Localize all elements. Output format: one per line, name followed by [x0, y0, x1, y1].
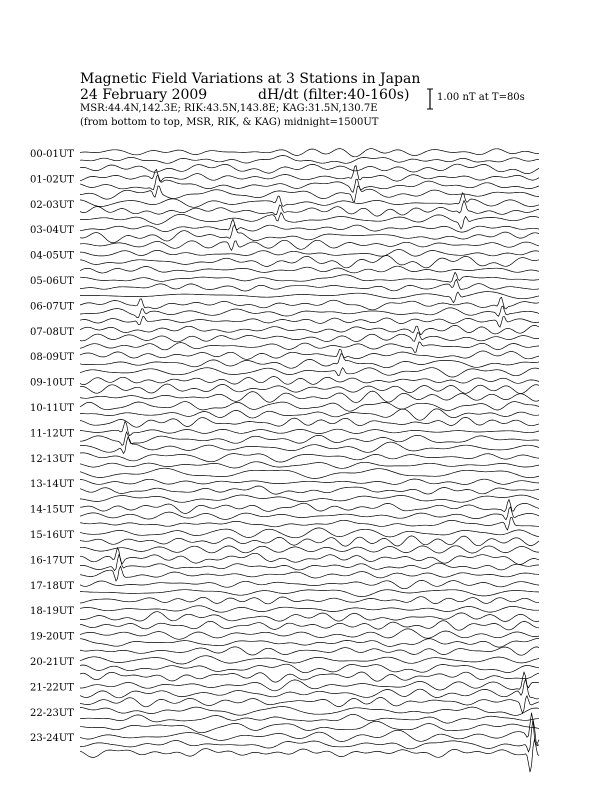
hour-label: 21-22UT: [30, 682, 74, 694]
hour-label: 23-24UT: [30, 733, 74, 745]
trace-rik: [80, 279, 539, 291]
chart-title: Magnetic Field Variations at 3 Stations in Japan: [80, 71, 421, 87]
trace-msr: [80, 546, 539, 553]
hour-label: 19-20UT: [30, 631, 74, 643]
hour-label: 09-10UT: [30, 377, 74, 389]
trace-rik: [80, 507, 539, 520]
trace-rik: [80, 664, 539, 673]
trace-msr: [80, 721, 539, 732]
trace-kag: [80, 713, 539, 746]
trace-rik: [80, 590, 539, 597]
trace-msr: [80, 316, 539, 327]
trace-kag: [80, 453, 539, 462]
trace-rik: [80, 639, 539, 648]
hour-label: 07-08UT: [30, 326, 74, 338]
trace-rik: [80, 384, 539, 394]
trace-kag: [80, 499, 539, 513]
trace-msr: [80, 240, 539, 250]
hour-label: 00-01UT: [30, 149, 74, 160]
hour-label: 02-03UT: [30, 199, 74, 211]
trace-kag: [80, 606, 539, 613]
trace-msr: [80, 597, 539, 604]
trace-rik: [80, 554, 539, 570]
trace-rik: [80, 333, 539, 342]
chart-date: 24 February 2009: [80, 87, 208, 103]
hour-label: 22-23UT: [30, 707, 74, 719]
hour-label: 01-02UT: [30, 174, 74, 186]
trace-msr: [80, 566, 539, 581]
trace-rik: [80, 354, 539, 369]
hour-label: 08-09UT: [30, 352, 74, 364]
hour-label: 05-06UT: [30, 276, 74, 287]
trace-msr: [80, 368, 539, 377]
measure-filter-label: dH/dt (filter:40-160s): [258, 87, 410, 103]
trace-msr: [80, 647, 539, 655]
trace-kag: [80, 421, 539, 435]
trace-rik: [80, 714, 539, 723]
trace-kag: [80, 250, 539, 257]
trace-rik: [80, 201, 539, 217]
trace-msr: [80, 468, 539, 478]
trace-msr: [80, 266, 539, 273]
trace-msr: [80, 495, 539, 502]
trace-kag: [80, 325, 539, 334]
trace-rik: [80, 536, 539, 546]
trace-kag: [80, 656, 539, 664]
trace-msr: [80, 417, 539, 427]
trace-kag: [80, 149, 539, 157]
trace-msr: [80, 292, 539, 303]
trace-rik: [80, 612, 539, 622]
trace-kag: [80, 580, 539, 588]
trace-rik: [80, 409, 539, 420]
hour-label: 03-04UT: [30, 225, 74, 237]
trace-rik: [80, 225, 539, 243]
hour-label: 10-11UT: [30, 403, 74, 414]
trace-kag: [80, 272, 539, 282]
trace-kag: [80, 707, 539, 716]
trace-kag: [80, 528, 539, 538]
hour-label: 13-14UT: [30, 479, 74, 491]
trace-msr: [80, 672, 539, 682]
hour-label: 06-07UT: [30, 301, 74, 313]
hour-label: 18-19UT: [30, 606, 74, 618]
hour-label: 20-21UT: [30, 657, 74, 668]
trace-rik: [80, 156, 539, 164]
trace-kag: [80, 349, 539, 359]
trace-rik: [80, 256, 539, 268]
trace-msr: [80, 342, 539, 353]
trace-kag: [80, 297, 539, 310]
trace-rik: [80, 486, 539, 494]
trace-rik: [80, 462, 539, 469]
trace-rik: [80, 679, 539, 699]
trace-kag: [80, 672, 539, 691]
trace-kag: [80, 479, 539, 484]
hour-label: 14-15UT: [30, 504, 74, 516]
trace-kag: [80, 629, 539, 639]
hour-label: 17-18UT: [30, 580, 74, 592]
trace-msr: [80, 213, 539, 229]
trace-rik: [80, 432, 539, 446]
hour-label: 04-05UT: [30, 250, 74, 262]
trace-msr: [80, 164, 539, 173]
trace-kag: [80, 377, 539, 385]
hour-label: 12-13UT: [30, 453, 74, 465]
trace-kag: [80, 402, 539, 412]
trace-msr: [80, 621, 539, 631]
station-order-note: (from bottom to top, MSR, RIK, & KAG) midnight=1500UT: [80, 117, 379, 128]
hour-label: 15-16UT: [30, 530, 74, 541]
hour-label: 11-12UT: [30, 428, 74, 440]
trace-msr: [80, 696, 539, 714]
trace-rik: [80, 306, 539, 318]
hour-label: 16-17UT: [30, 555, 74, 567]
scale-label: 1.00 nT at T=80s: [437, 92, 525, 103]
station-coordinates: MSR:44.4N,142.3E; RIK:43.5N,143.8E; KAG:31.5N,130.7E: [80, 103, 378, 114]
